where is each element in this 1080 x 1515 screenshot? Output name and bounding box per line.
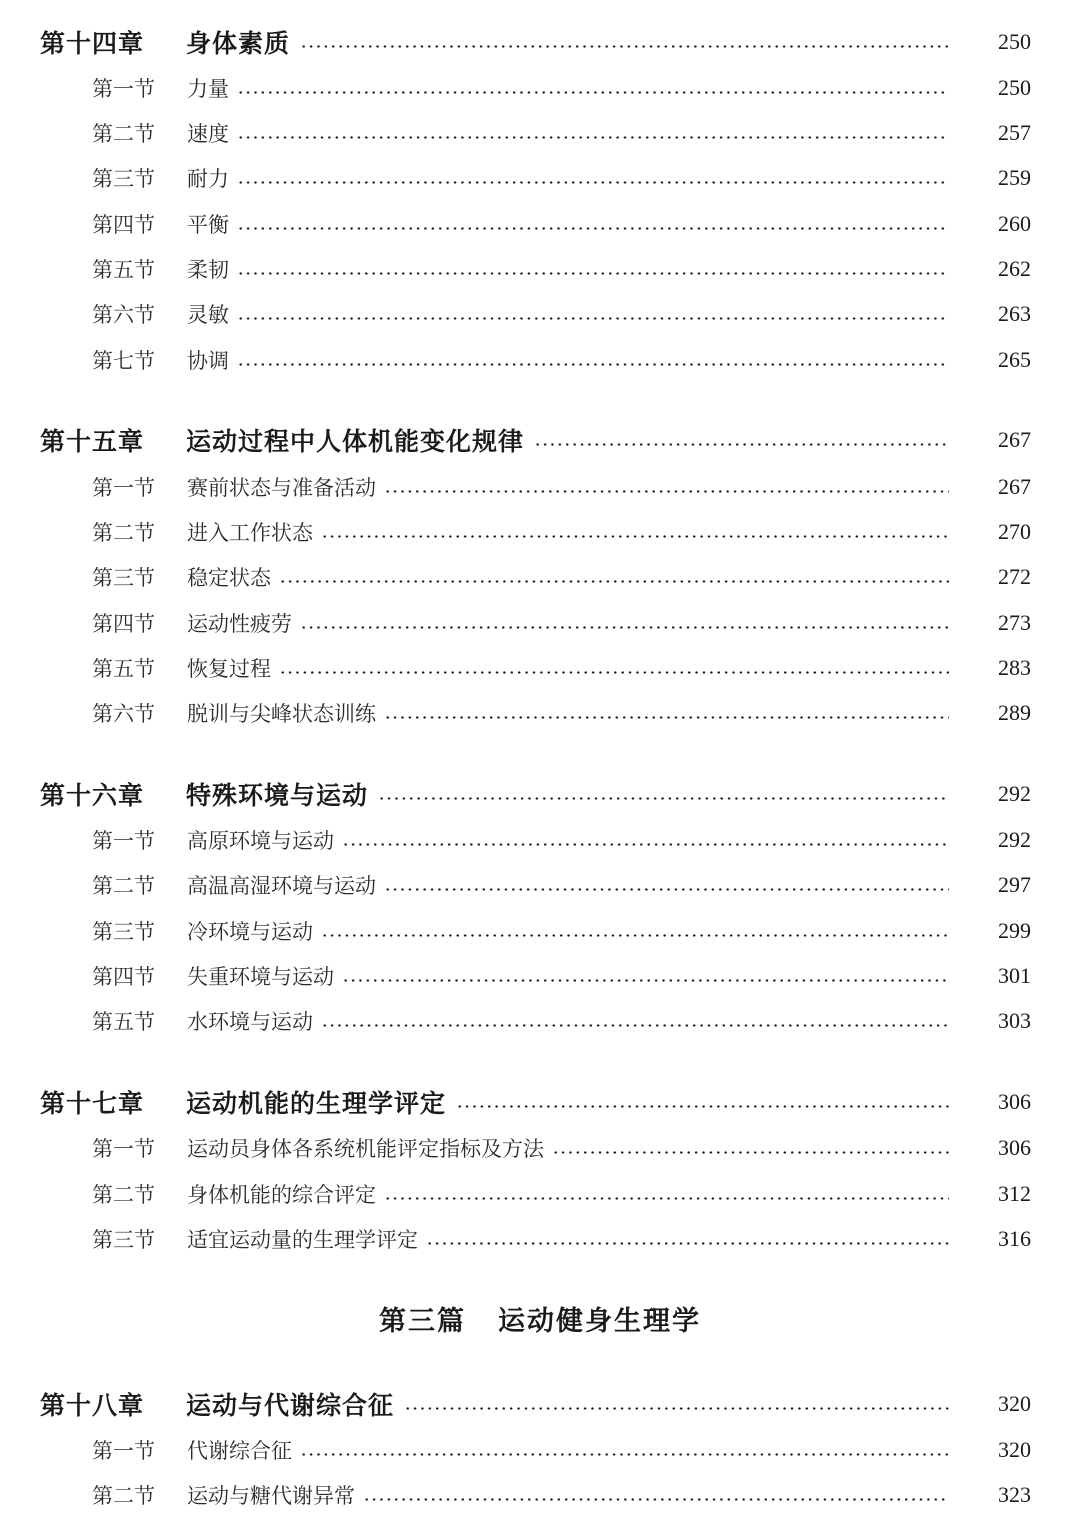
section-title: 柔韧 [187, 258, 229, 282]
section-title: 协调 [187, 349, 229, 373]
dot-leader [378, 797, 949, 800]
section-title: 恢复过程 [187, 657, 271, 681]
page-number: 267 [998, 427, 1031, 452]
chapter-number: 第十八章 [40, 1391, 145, 1420]
section-title: 速度 [187, 122, 229, 146]
section-number: 第二节 [92, 1183, 155, 1207]
section-title: 高原环境与运动 [187, 829, 334, 853]
section-number: 第五节 [92, 258, 155, 282]
section-entry[interactable] [0, 249, 1080, 289]
page-number: 257 [998, 120, 1031, 145]
dot-leader [237, 317, 949, 320]
part-title: 运动健身生理学 [498, 1306, 701, 1337]
part-number: 第三篇 [379, 1306, 466, 1337]
dot-leader [237, 91, 949, 94]
dot-leader [552, 1151, 949, 1154]
chapter-number: 第十六章 [40, 781, 145, 810]
section-entry[interactable] [0, 956, 1080, 996]
page-number: 283 [998, 655, 1031, 680]
chapter-entry[interactable] [0, 420, 1080, 460]
page-number: 312 [998, 1181, 1031, 1206]
section-number: 第二节 [92, 1484, 155, 1508]
dot-leader [237, 227, 949, 230]
dot-leader [384, 888, 949, 891]
chapter-entry[interactable] [0, 1384, 1080, 1424]
section-title: 失重环境与运动 [187, 965, 334, 989]
section-number: 第一节 [92, 476, 155, 500]
section-number: 第三节 [92, 566, 155, 590]
section-number: 第三节 [92, 920, 155, 944]
section-number: 第一节 [92, 829, 155, 853]
chapter-number: 第十四章 [40, 29, 145, 58]
section-number: 第一节 [92, 1439, 155, 1463]
section-entry[interactable] [0, 1475, 1080, 1515]
section-entry[interactable] [0, 1001, 1080, 1041]
dot-leader [342, 843, 949, 846]
page-number: 289 [998, 700, 1031, 725]
section-entry[interactable] [0, 1128, 1080, 1168]
page-number: 316 [998, 1226, 1031, 1251]
page-number: 263 [998, 301, 1031, 326]
dot-leader [404, 1407, 949, 1410]
chapter-entry[interactable] [0, 774, 1080, 814]
dot-leader [237, 181, 949, 184]
section-number: 第四节 [92, 213, 155, 237]
section-title: 进入工作状态 [187, 521, 313, 545]
section-entry[interactable] [0, 603, 1080, 643]
section-entry[interactable] [0, 467, 1080, 507]
section-entry[interactable] [0, 820, 1080, 860]
section-entry[interactable] [0, 158, 1080, 198]
page-number: 303 [998, 1008, 1031, 1033]
chapter-title: 运动与代谢综合征 [186, 1391, 395, 1420]
dot-leader [300, 626, 949, 629]
dot-leader [237, 272, 949, 275]
page-number: 306 [998, 1089, 1031, 1114]
section-entry[interactable] [0, 204, 1080, 244]
chapter-title: 特殊环境与运动 [186, 781, 369, 810]
page-number: 250 [998, 75, 1031, 100]
dot-leader [279, 671, 949, 674]
section-title: 平衡 [187, 213, 229, 237]
section-title: 代谢综合征 [187, 1439, 292, 1463]
page-number: 320 [998, 1437, 1031, 1462]
section-title: 赛前状态与准备活动 [187, 476, 376, 500]
section-entry[interactable] [0, 1430, 1080, 1470]
page-number: 299 [998, 918, 1031, 943]
section-number: 第五节 [92, 657, 155, 681]
section-entry[interactable] [0, 865, 1080, 905]
chapter-number: 第十五章 [40, 427, 145, 456]
section-title: 运动性疲劳 [187, 612, 292, 636]
dot-leader [321, 934, 949, 937]
page-number: 260 [998, 211, 1031, 236]
page-number: 297 [998, 872, 1031, 897]
section-entry[interactable] [0, 340, 1080, 380]
dot-leader [426, 1242, 949, 1245]
section-number: 第三节 [92, 1228, 155, 1252]
chapter-title: 身体素质 [186, 29, 291, 58]
dot-leader [384, 1197, 949, 1200]
dot-leader [456, 1105, 949, 1108]
page-number: 301 [998, 963, 1031, 988]
section-entry[interactable] [0, 648, 1080, 688]
section-number: 第七节 [92, 349, 155, 373]
section-number: 第一节 [92, 77, 155, 101]
section-entry[interactable] [0, 1219, 1080, 1259]
section-entry[interactable] [0, 911, 1080, 951]
page-number: 272 [998, 564, 1031, 589]
page-number: 323 [998, 1482, 1031, 1507]
dot-leader [237, 136, 949, 139]
chapter-entry[interactable] [0, 22, 1080, 62]
section-number: 第二节 [92, 521, 155, 545]
section-number: 第二节 [92, 874, 155, 898]
page-number: 292 [998, 781, 1031, 806]
section-title: 灵敏 [187, 303, 229, 327]
dot-leader [279, 580, 949, 583]
section-title: 力量 [187, 77, 229, 101]
chapter-entry[interactable] [0, 1082, 1080, 1122]
dot-leader [384, 716, 949, 719]
page-number: 265 [998, 347, 1031, 372]
dot-leader [363, 1498, 949, 1501]
page-number: 262 [998, 256, 1031, 281]
section-number: 第六节 [92, 702, 155, 726]
chapter-number: 第十七章 [40, 1089, 145, 1118]
page-number: 320 [998, 1391, 1031, 1416]
page-number: 292 [998, 827, 1031, 852]
chapter-title: 运动机能的生理学评定 [186, 1089, 447, 1118]
dot-leader [534, 443, 949, 446]
page-number: 306 [998, 1135, 1031, 1160]
section-title: 脱训与尖峰状态训练 [187, 702, 376, 726]
part-heading [0, 1300, 1080, 1344]
chapter-title: 运动过程中人体机能变化规律 [186, 427, 525, 456]
page-number: 259 [998, 165, 1031, 190]
section-number: 第四节 [92, 612, 155, 636]
section-title: 稳定状态 [187, 566, 271, 590]
dot-leader [300, 45, 949, 48]
section-entry[interactable] [0, 512, 1080, 552]
section-entry[interactable] [0, 113, 1080, 153]
dot-leader [237, 363, 949, 366]
dot-leader [321, 535, 949, 538]
section-number: 第六节 [92, 303, 155, 327]
section-title: 耐力 [187, 167, 229, 191]
section-title: 高温高湿环境与运动 [187, 874, 376, 898]
page-number: 270 [998, 519, 1031, 544]
section-number: 第五节 [92, 1010, 155, 1034]
dot-leader [384, 490, 949, 493]
section-number: 第三节 [92, 167, 155, 191]
dot-leader [342, 979, 949, 982]
section-title: 冷环境与运动 [187, 920, 313, 944]
dot-leader [300, 1453, 949, 1456]
section-entry[interactable] [0, 294, 1080, 334]
section-title: 运动与糖代谢异常 [187, 1484, 355, 1508]
section-entry[interactable] [0, 1174, 1080, 1214]
section-number: 第二节 [92, 122, 155, 146]
dot-leader [321, 1024, 949, 1027]
section-entry[interactable] [0, 693, 1080, 733]
page-number: 250 [998, 29, 1031, 54]
section-title: 运动员身体各系统机能评定指标及方法 [187, 1137, 544, 1161]
section-title: 身体机能的综合评定 [187, 1183, 376, 1207]
section-title: 适宜运动量的生理学评定 [187, 1228, 418, 1252]
section-title: 水环境与运动 [187, 1010, 313, 1034]
page-number: 267 [998, 474, 1031, 499]
section-number: 第一节 [92, 1137, 155, 1161]
section-entry[interactable] [0, 68, 1080, 108]
page-number: 273 [998, 610, 1031, 635]
section-entry[interactable] [0, 557, 1080, 597]
section-number: 第四节 [92, 965, 155, 989]
